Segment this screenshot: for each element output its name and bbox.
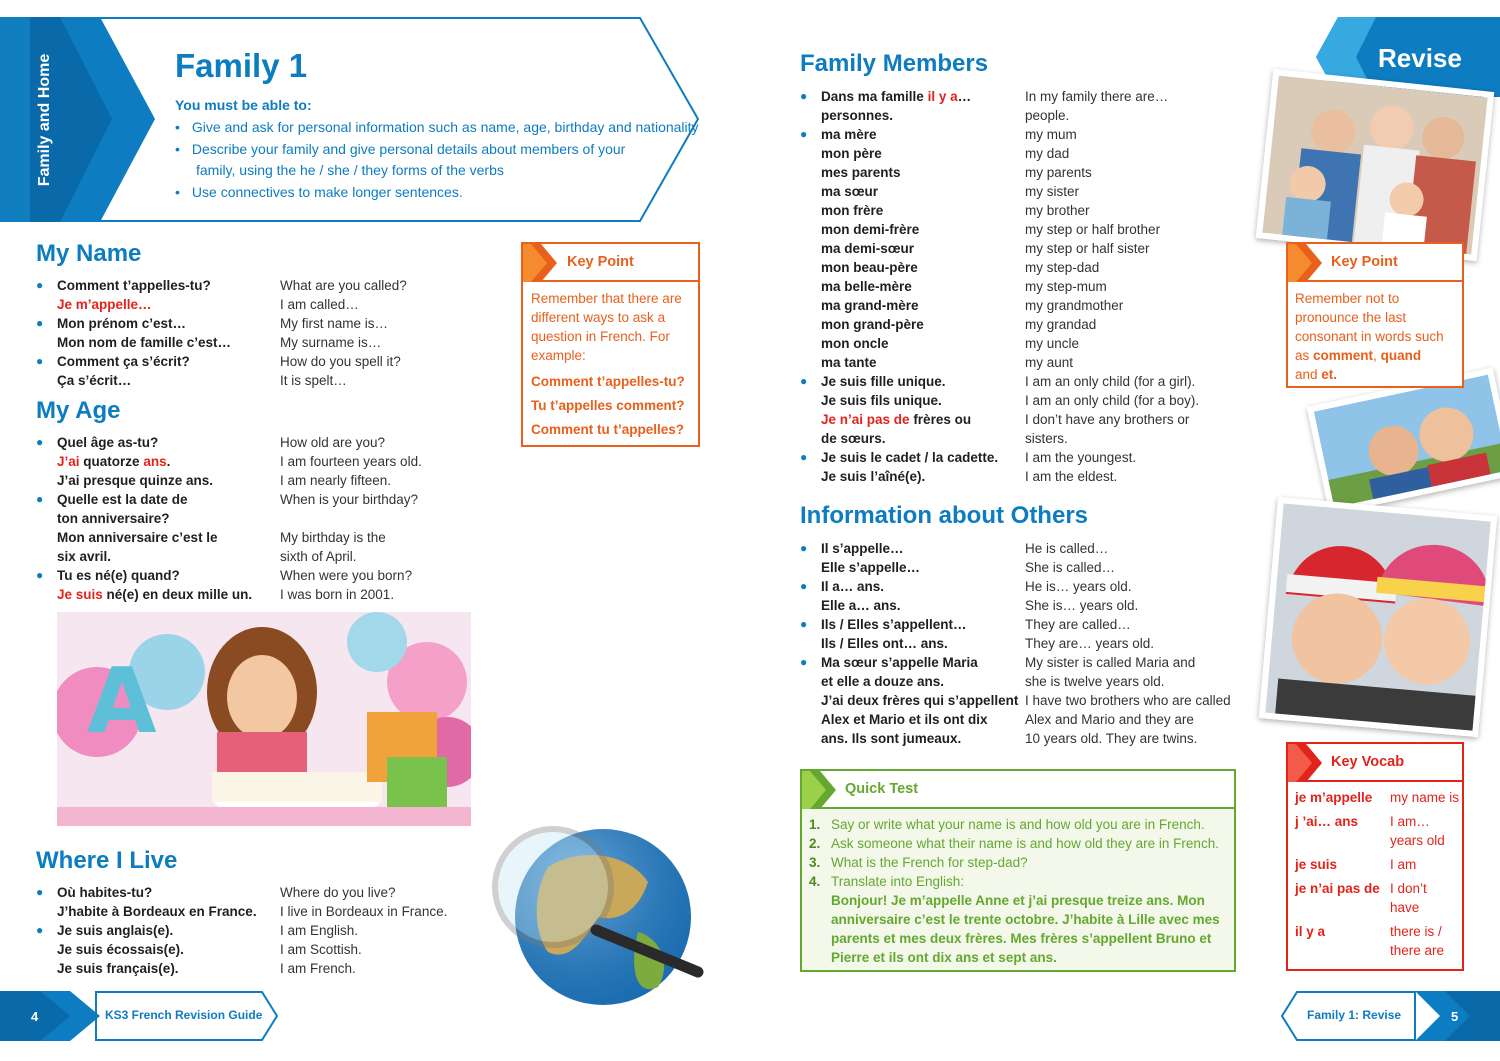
objective-item: • Describe your family and give personal details about members of your: [175, 140, 626, 157]
footer-title-left: KS3 French Revision Guide: [105, 1008, 263, 1022]
vocab-en: my mum: [1025, 127, 1077, 142]
vocab-fr: Il s’appelle…: [821, 541, 904, 556]
key-point-examples: [531, 370, 685, 442]
vocab-en: I live in Bordeaux in France.: [280, 904, 448, 919]
vocab-en: Where do you live?: [280, 885, 396, 900]
vocab-en: I am: [1390, 857, 1417, 872]
vocab-fr: Ils / Elles ont… ans.: [821, 636, 948, 651]
vocab-fr: Mon anniversaire c’est le: [57, 530, 218, 545]
vocab-fr: Alex et Mario et ils ont dix: [821, 712, 988, 727]
vocab-fr: je suis: [1295, 857, 1338, 872]
my-name-heading: My Name: [36, 240, 142, 267]
vocab-fr: Tu es né(e) quand?: [57, 568, 180, 583]
vocab-en: she is twelve years old.: [1025, 674, 1165, 689]
vocab-fr: ma demi-sœur: [821, 241, 915, 256]
quick-test-box: [800, 769, 1236, 972]
vocab-en: When were you born?: [280, 568, 413, 583]
vocab-fr: Je suis l’aîné(e).: [821, 469, 926, 484]
vocab-fr: ma tante: [821, 355, 877, 370]
vocab-en: my uncle: [1025, 336, 1080, 351]
vocab-fr: de sœurs.: [821, 431, 886, 446]
quick-test-items: [809, 815, 1229, 967]
key-point-text: Remember that there are different ways to ask a question in French. For example:: [531, 291, 682, 363]
vocab-en: I am Scottish.: [280, 942, 362, 957]
family-members-heading: Family Members: [800, 50, 989, 77]
family-photo: [1256, 69, 1495, 261]
vocab-en: people.: [1025, 108, 1070, 123]
vocab-en: I am an only child (for a boy).: [1025, 393, 1200, 408]
vocab-en: He is called…: [1025, 541, 1109, 556]
vocab-en: my grandmother: [1025, 298, 1124, 313]
vocab-en: have: [1390, 900, 1420, 915]
quick-test-item: 1. Say or write what your name is and how old you are in French.: [809, 817, 1205, 832]
objective-item: • Use connectives to make longer sentences.: [175, 183, 463, 200]
vocab-en: I am the youngest.: [1025, 450, 1137, 465]
example-line: Comment t’appelles-tu?: [531, 374, 685, 389]
vocab-fr: ton anniversaire?: [57, 511, 170, 526]
vocab-fr: J’ai deux frères qui s’appellent: [821, 693, 1019, 708]
vocab-fr: Dans ma famille il y a…: [821, 89, 972, 104]
page-title: Family 1: [175, 47, 308, 84]
vocab-fr: Elle s’appelle…: [821, 560, 921, 575]
vocab-fr: Où habites-tu?: [57, 885, 153, 900]
quick-test-item: 2. Ask someone what their name is and how old they are in French.: [809, 836, 1219, 851]
vocab-fr: Ils / Elles s’appellent…: [821, 617, 967, 632]
vocab-fr: Il a… ans.: [821, 579, 885, 594]
vocab-en: My sister is called Maria and: [1025, 655, 1196, 670]
quick-test-title: Quick Test: [845, 781, 919, 797]
vocab-fr: mes parents: [821, 165, 901, 180]
family-members-vocab: ● Dans ma famille il y a… In my family there are… personnes. people. ● ma mère my mum mon père my dad mes parents my parents ma sœur my sister mon frère my brother mon demi-frère my step or half brother ma demi-sœur my step or half sister mon beau-père my step-dad ma belle-mère my step-mum ma grand-mère my grandmother mon grand-père my grandad mon oncle my uncle ma tante my aunt ● Je suis fille unique. I am an only child (for a girl). Je suis fils unique. I am an only child (for a boy). Je n’ai pas de frères ou I don’t have any brothers or de sœurs. sisters. ● Je suis le cadet / la cadette. I am the youngest. Je suis l’aîné(e). I am the eldest.: [800, 89, 1200, 484]
vocab-fr: J’ai quatorze ans.: [57, 454, 171, 469]
vocab-fr: il y a: [1295, 924, 1326, 939]
vocab-fr: Comment t’appelles-tu?: [57, 278, 211, 293]
key-point-box-left: [521, 242, 700, 447]
vocab-en: In my family there are…: [1025, 89, 1169, 104]
translation-passage: Bonjour! Je m’appelle Anne et j’ai presque treize ans. Mon anniversaire c’est le trente octobre. J’habite à Lille avec mes parents et mes deux frères. Mes frères s’appellent Bruno et Pierre et ils ont dix ans et sept ans.: [831, 893, 1220, 965]
vocab-fr: Quelle est la date de: [57, 492, 188, 507]
vocab-en: She is… years old.: [1025, 598, 1139, 613]
vocab-fr: ans. Ils sont jumeaux.: [821, 731, 962, 746]
vocab-en: my step-mum: [1025, 279, 1107, 294]
arrow-icon: [1288, 244, 1324, 282]
vocab-en: How do you spell it?: [280, 354, 401, 369]
vocab-en: I am nearly fifteen.: [280, 473, 392, 488]
vocab-fr: mon frère: [821, 203, 884, 218]
globe-magnifier-illustration: [488, 822, 708, 1017]
vocab-en: my sister: [1025, 184, 1079, 199]
vocab-en: my parents: [1025, 165, 1092, 180]
vocab-en: I have two brothers who are called: [1025, 693, 1231, 708]
vocab-fr: Je suis écossais(e).: [57, 942, 184, 957]
vocab-fr: mon oncle: [821, 336, 889, 351]
vocab-fr: Quel âge as-tu?: [57, 435, 159, 450]
vocab-en: I am an only child (for a girl).: [1025, 374, 1196, 389]
vocab-en: When is your birthday?: [280, 492, 419, 507]
vocab-fr: ma belle-mère: [821, 279, 912, 294]
vocab-en: my step or half brother: [1025, 222, 1161, 237]
vocab-en: My first name is…: [280, 316, 389, 331]
vocab-en: My surname is…: [280, 335, 382, 350]
vocab-fr: mon père: [821, 146, 882, 161]
arrow-icon: [1288, 744, 1324, 782]
vocab-fr: Je m’appelle…: [57, 297, 152, 312]
key-point-title: Key Point: [567, 254, 634, 270]
vocab-fr: Comment ça s’écrit?: [57, 354, 190, 369]
vocab-fr: Je suis le cadet / la cadette.: [821, 450, 999, 465]
winter-children-photo: [1259, 497, 1498, 737]
vocab-fr: Je suis fils unique.: [821, 393, 942, 408]
vocab-en: there is /: [1390, 924, 1442, 939]
vocab-en: He is… years old.: [1025, 579, 1132, 594]
where-vocab: ● Où habites-tu? Where do you live? J’habite à Bordeaux en France. I live in Bordeaux in France. ● Je suis anglais(e). I am English. Je suis écossais(e). I am Scottish. Je suis français(e). I am French.: [36, 885, 448, 976]
vocab-en: my brother: [1025, 203, 1090, 218]
vocab-fr: Mon prénom c’est…: [57, 316, 187, 331]
birthday-photo: [57, 612, 471, 826]
boys-photo: [1307, 367, 1500, 514]
vocab-en: sixth of April.: [280, 549, 357, 564]
arrow-icon: [802, 771, 838, 809]
vocab-fr: Mon nom de famille c’est…: [57, 335, 232, 350]
vocab-fr: Ma sœur s’appelle Maria: [821, 655, 978, 670]
vocab-fr: six avril.: [57, 549, 112, 564]
vocab-en: She is called…: [1025, 560, 1116, 575]
vocab-fr: Elle a… ans.: [821, 598, 901, 613]
vocab-en: I am called…: [280, 297, 359, 312]
example-line: Comment tu t’appelles?: [531, 422, 685, 437]
vocab-en: my name is: [1390, 790, 1460, 805]
vocab-en: my dad: [1025, 146, 1070, 161]
vocab-en: I am French.: [280, 961, 356, 976]
vocab-fr: et elle a douze ans.: [821, 674, 945, 689]
key-vocab-list: [1295, 788, 1461, 968]
vocab-fr: Je suis fille unique.: [821, 374, 946, 389]
vocab-fr: J’ai presque quinze ans.: [57, 473, 214, 488]
side-tab-label: Family and Home: [36, 53, 53, 187]
vocab-fr: ma mère: [821, 127, 877, 142]
page-number-right: 5: [1451, 1009, 1459, 1024]
vocab-fr: Je n’ai pas de frères ou: [821, 412, 972, 427]
key-vocab-title: Key Vocab: [1331, 754, 1405, 770]
example-line: Tu t’appelles comment?: [531, 398, 685, 413]
vocab-en: my grandad: [1025, 317, 1097, 332]
vocab-en: They are… years old.: [1025, 636, 1155, 651]
objective-item: • Give and ask for personal information such as name, age, birthday and nationality: [175, 119, 699, 135]
vocab-en: My birthday is the: [280, 530, 386, 545]
vocab-en: 10 years old. They are twins.: [1025, 731, 1198, 746]
vocab-en: years old: [1390, 833, 1445, 848]
vocab-en: there are: [1390, 943, 1445, 958]
vocab-fr: ma sœur: [821, 184, 879, 199]
svg-text:A: A: [87, 649, 157, 754]
others-vocab: ● Il s’appelle… He is called… Elle s’appelle… She is called… ● Il a… ans. He is… years old. Elle a… ans. She is… years old. ● Ils / Elles s’appellent… They are called… Ils / Elles ont… ans. They are… years old. ● Ma sœur s’appelle Maria My sister is called Maria and et elle a douze ans. she is twelve years old. J’ai deux frères qui s’appellent I have two brothers who are called Alex et Mario et ils ont dix Alex and Mario and they are ans. Ils sont jumeaux. 10 years old. They are twins.: [800, 541, 1231, 746]
key-point-box-right: [1286, 242, 1464, 388]
vocab-fr: mon grand-père: [821, 317, 924, 332]
vocab-fr: je n’ai pas de: [1295, 881, 1380, 896]
objective-list: [175, 117, 699, 203]
objective-item: family, using the he / she / they forms of the verbs: [196, 162, 504, 178]
key-point-text: Remember not to pronounce the last consonant in words such as comment, quand and et.: [1295, 291, 1444, 382]
vocab-en: What are you called?: [280, 278, 407, 293]
vocab-en: How old are you?: [280, 435, 386, 450]
vocab-en: I am fourteen years old.: [280, 454, 422, 469]
arrow-icon: [523, 244, 559, 282]
footer-title-right: Family 1: Revise: [1307, 1008, 1402, 1022]
page-number-left: 4: [31, 1009, 39, 1024]
vocab-fr: J’habite à Bordeaux en France.: [57, 904, 257, 919]
key-vocab-box: [1286, 742, 1464, 971]
vocab-en: I am…: [1390, 814, 1430, 829]
others-heading: Information about Others: [800, 502, 1088, 529]
vocab-en: sisters.: [1025, 431, 1068, 446]
key-point-title: Key Point: [1331, 254, 1398, 270]
vocab-fr: Je suis né(e) en deux mille un.: [57, 587, 253, 602]
vocab-en: my step or half sister: [1025, 241, 1150, 256]
vocab-en: I am English.: [280, 923, 359, 938]
vocab-en: I don’t have any brothers or: [1025, 412, 1190, 427]
vocab-en: I am the eldest.: [1025, 469, 1118, 484]
vocab-en: I was born in 2001.: [280, 587, 395, 602]
vocab-en: They are called…: [1025, 617, 1131, 632]
vocab-fr: je m’appelle: [1295, 790, 1373, 805]
quick-test-item: 4. Translate into English:: [809, 874, 965, 889]
vocab-fr: j ’ai… ans: [1295, 814, 1359, 829]
vocab-fr: Je suis anglais(e).: [57, 923, 174, 938]
revise-label: Revise: [1378, 43, 1462, 73]
my-age-vocab: ● Quel âge as-tu? How old are you? J’ai quatorze ans. I am fourteen years old. J’ai presque quinze ans. I am nearly fifteen. ● Quelle est la date de When is your birthday? ton anniversaire? Mon anniversaire c’est le My birthday is the six avril. sixth of April. ● Tu es né(e) quand? When were you born? Je suis né(e) en deux mille un. I was born in 2001.: [36, 435, 422, 602]
where-heading: Where I Live: [36, 847, 178, 874]
vocab-fr: personnes.: [821, 108, 894, 123]
vocab-fr: Ça s’écrit…: [57, 373, 132, 388]
vocab-fr: Je suis français(e).: [57, 961, 179, 976]
vocab-en: I don’t: [1390, 881, 1427, 896]
vocab-en: It is spelt…: [280, 373, 347, 388]
quick-test-item: 3. What is the French for step-dad?: [809, 855, 1028, 870]
my-name-vocab: ● Comment t’appelles-tu? What are you called? Je m’appelle… I am called… ● Mon prénom c’est… My first name is… Mon nom de famille c’est… My surname is… ● Comment ça s’écrit? How do you spell it? Ça s’écrit… It is spelt…: [36, 278, 407, 388]
vocab-fr: mon beau-père: [821, 260, 918, 275]
vocab-en: my aunt: [1025, 355, 1074, 370]
vocab-fr: mon demi-frère: [821, 222, 920, 237]
my-age-heading: My Age: [36, 397, 121, 424]
vocab-en: Alex and Mario and they are: [1025, 712, 1194, 727]
vocab-fr: ma grand-mère: [821, 298, 919, 313]
must-label: You must be able to:: [175, 97, 312, 113]
vocab-en: my step-dad: [1025, 260, 1100, 275]
